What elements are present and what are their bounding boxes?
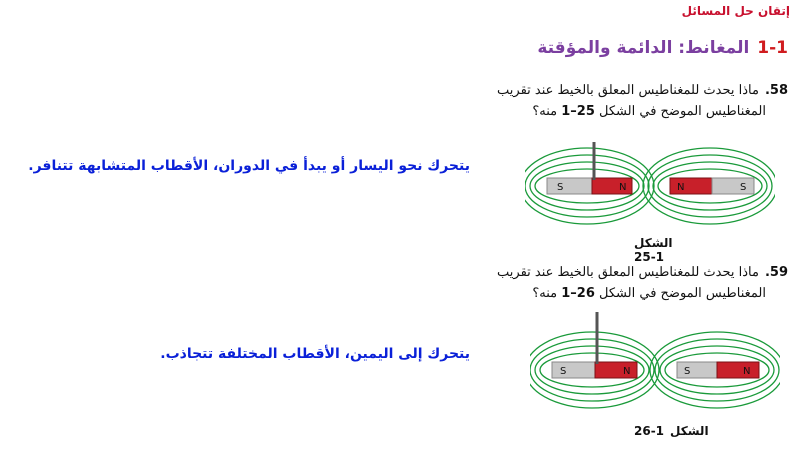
pole-label: S [560, 366, 567, 377]
pole-label: N [619, 182, 627, 193]
question-line2: المغناطيس الموضح في الشكل [599, 286, 766, 301]
figure-caption-26-1 [634, 424, 709, 438]
answer-59: يتحرك إلى اليمين، الأقطاب المختلفة تتجاذب. [160, 346, 470, 362]
question-line1: ماذا يحدث للمغناطيس المعلق بالخيط عند تقريب [497, 265, 759, 280]
question-58 [388, 80, 788, 122]
caption-number: 26-1 [634, 424, 665, 438]
pole-label: S [557, 182, 564, 193]
answer-58: يتحرك نحو اليسار أو يبدأ في الدوران، الأقطاب المتشابهة تتنافر. [28, 158, 470, 174]
left-magnet [547, 178, 632, 194]
figure-26-1 [530, 312, 780, 422]
pole-label: N [623, 366, 631, 377]
section-title-text: المغانط: الدائمة والمؤقتة [537, 38, 750, 58]
figure-ref: 26–1 [561, 286, 595, 301]
caption-word: الشكل [670, 424, 709, 438]
pole-label: S [740, 182, 747, 193]
section-title [537, 38, 788, 58]
figure-25-1 [525, 140, 775, 230]
figure-caption-25-1 [634, 236, 673, 264]
question-number: 58. [764, 83, 788, 98]
section-number: 1-1 [757, 38, 788, 58]
header-tag: إتقان حل المسائل [681, 4, 790, 18]
question-line1: ماذا يحدث للمغناطيس المعلق بالخيط عند تقريب [497, 83, 759, 98]
pole-label: S [684, 366, 691, 377]
right-magnet [670, 178, 754, 194]
figure-ref: 25–1 [561, 104, 595, 119]
question-line2-end: منه؟ [532, 286, 558, 301]
caption-number: 25-1 [634, 250, 665, 264]
pole-label: N [743, 366, 751, 377]
question-59 [388, 262, 788, 304]
left-magnet [552, 362, 637, 378]
pole-label: N [677, 182, 685, 193]
right-magnet [677, 362, 759, 378]
question-line2: المغناطيس الموضح في الشكل [599, 104, 766, 119]
question-number: 59. [764, 265, 788, 280]
question-line2-end: منه؟ [532, 104, 558, 119]
caption-word: الشكل [634, 236, 673, 250]
